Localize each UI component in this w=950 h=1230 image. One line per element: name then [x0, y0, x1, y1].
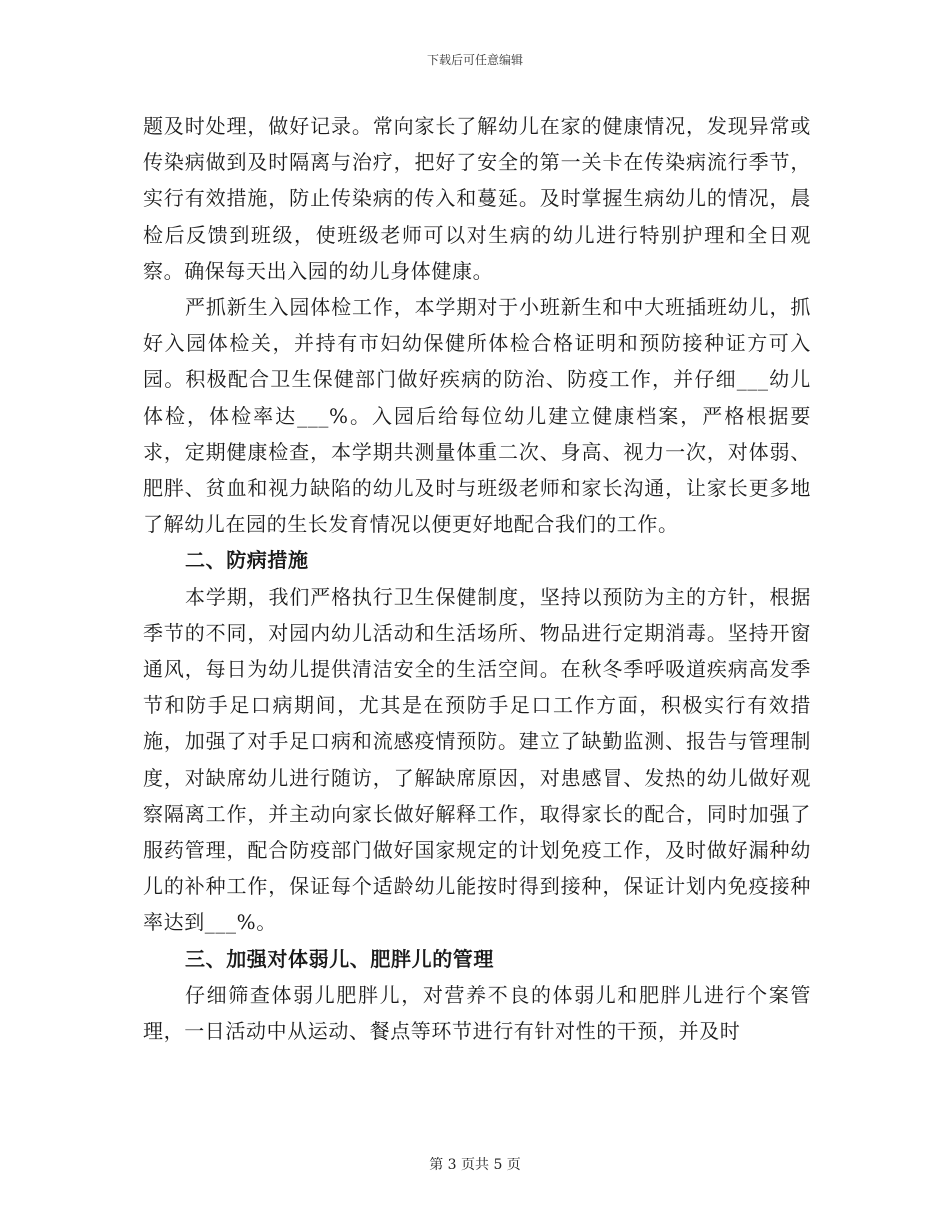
paragraph-weak-obese-management: 仔细筛查体弱儿肥胖儿，对营养不良的体弱儿和肥胖儿进行个案管理，一日活动中从运动、餐点等环节进行有针对性的干预，并及时: [143, 982, 811, 1044]
document-body: [143, 108, 811, 1049]
section-heading-weak-obese-children: 三、加强对体弱儿、肥胖儿的管理: [185, 946, 494, 971]
paragraph-health-check-continued: 题及时处理，做好记录。常向家长了解幼儿在家的健康情况，发现异常或传染病做到及时隔离与治疗，把好了安全的第一关卡在传染病流行季节，实行有效措施，防止传染病的传入和蔓延。及时掌握生病幼儿的情况，晨检后反馈到班级，使班级老师可以对生病的幼儿进行特别护理和全日观察。确保每天出入园的幼儿身体健康。: [143, 114, 811, 283]
section-heading-disease-prevention: 二、防病措施: [185, 548, 309, 573]
paragraph-disease-prevention: 本学期，我们严格执行卫生保健制度，坚持以预防为主的方针，根据季节的不同，对园内幼儿活动和生活场所、物品进行定期消毒。坚持开窗通风，每日为幼儿提供清洁安全的生活空间。在秋冬季呼吸道疾病高发季节和防手足口病期间，尤其是在预防手足口工作方面，积极实行有效措施，加强了对手足口病和流感疫情预防。建立了缺勤监测、报告与管理制度，对缺席幼儿进行随访，了解缺席原因，对患感冒、发热的幼儿做好观察隔离工作，并主动向家长做好解释工作，取得家长的配合，同时加强了服药管理，配合防疫部门做好国家规定的计划免疫工作，及时做好漏种幼儿的补种工作，保证每个适龄幼儿能按时得到接种，保证计划内免疫接种率达到___%。: [143, 584, 811, 935]
page-header: 下载后可任意编辑: [426, 53, 523, 67]
page-number-footer: 第 3 页共 5 页: [429, 1157, 521, 1173]
paragraph-new-student-checkup: 严抓新生入园体检工作，本学期对于小班新生和中大班插班幼儿，抓好入园体检关，并持有市妇幼保健所体检合格证明和预防接种证方可入园。积极配合卫生保健部门做好疾病的防治、防疫工作，并仔细___幼儿体检，体检率达___%。入园后给每位幼儿建立健康档案，严格根据要求，定期健康检查，本学期共测量体重二次、身高、视力一次，对体弱、肥胖、贫血和视力缺陷的幼儿及时与班级老师和家长沟通，让家长更多地了解幼儿在园的生长发育情况以便更好地配合我们的工作。: [143, 295, 811, 537]
